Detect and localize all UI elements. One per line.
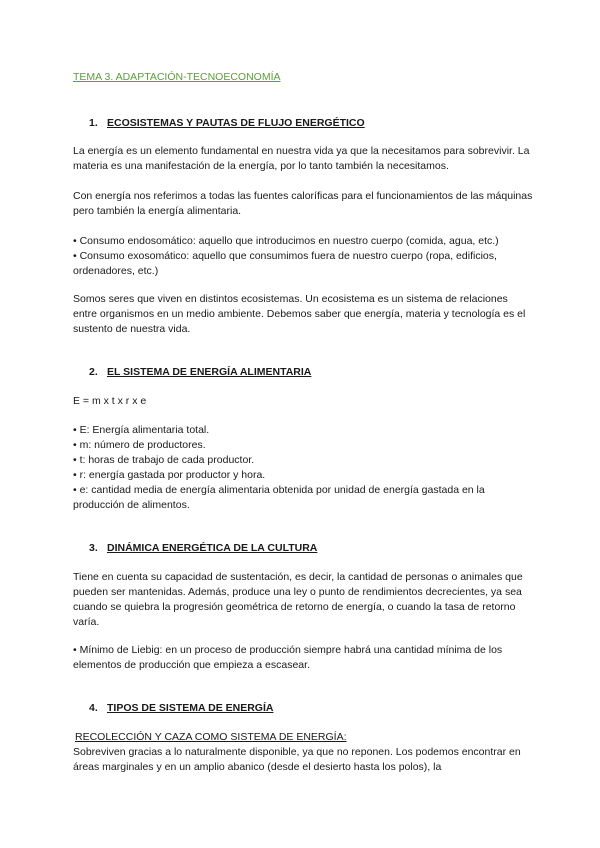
section-3-heading — [89, 542, 317, 554]
paragraph: Con energía nos referimos a todas las fuentes caloríficas para el funcionamientos de las máquinas pero también la energía alimentaria. — [73, 190, 533, 217]
section-1-heading — [89, 117, 365, 129]
paragraph: Somos seres que viven en distintos ecosistemas. Un ecosistema es un sistema de relaciones entre organismos en un medio ambiente. Debemos saber que energía, materia y tecnología es el sustento de nuestra vida. — [73, 293, 526, 335]
list-item: • m: número de productores. — [73, 438, 533, 453]
section-2-heading — [89, 366, 311, 378]
paragraph: Sobreviven gracias a lo naturalmente disponible, ya que no reponen. Los podemos encontrar en áreas marginales y en un amplio abanico (desde el desierto hasta los polos), la — [73, 746, 521, 773]
list-item: • t: horas de trabajo de cada productor. — [73, 453, 533, 468]
bullet-list — [73, 234, 533, 279]
section-number: 2. — [89, 366, 98, 378]
bullet-list — [73, 423, 533, 513]
page-title: TEMA 3. ADAPTACIÓN-TECNOECONOMÍA — [73, 71, 281, 83]
section-title: ECOSISTEMAS Y PAUTAS DE FLUJO ENERGÉTICO — [107, 117, 365, 129]
section-number: 1. — [89, 117, 98, 129]
section-4-heading — [89, 702, 273, 714]
subsection-title: RECOLECCIÓN Y CAZA COMO SISTEMA DE ENERGÍA: — [75, 731, 347, 743]
list-item: • Consumo exosomático: aquello que consumimos fuera de nuestro cuerpo (ropa, edificios, ordenadores, etc.) — [73, 249, 533, 279]
bullet-list — [73, 643, 533, 673]
section-title: TIPOS DE SISTEMA DE ENERGÍA — [107, 702, 274, 714]
section-title: EL SISTEMA DE ENERGÍA ALIMENTARIA — [107, 366, 312, 378]
list-item: • Mínimo de Liebig: en un proceso de producción siempre habrá una cantidad mínima de los elementos de producción que empieza a escasear. — [73, 643, 533, 673]
paragraph: La energía es un elemento fundamental en nuestra vida ya que la necesitamos para sobrevivir. La materia es una manifestación de la energía, por lo tanto también la necesitamos. — [73, 145, 530, 172]
list-item: • e: cantidad media de energía alimentaria obtenida por unidad de energía gastada en la producción de alimentos. — [73, 483, 533, 513]
section-number: 4. — [89, 702, 98, 714]
list-item: • r: energía gastada por productor y hora. — [73, 468, 533, 483]
list-item: • Consumo endosomático: aquello que introducimos en nuestro cuerpo (comida, agua, etc.) — [73, 234, 533, 249]
paragraph: Tiene en cuenta su capacidad de sustentación, es decir, la cantidad de personas o animales que pueden ser mantenidas. Además, produce una ley o punto de rendimientos decrecientes, ya sea cuando se quiebra la progresión geométrica de retorno de energía, o cuando la tasa de retorno varía. — [73, 571, 523, 628]
section-number: 3. — [89, 542, 98, 554]
formula: E = m x t x r x e — [73, 395, 147, 407]
section-title: DINÁMICA ENERGÉTICA DE LA CULTURA — [107, 542, 318, 554]
list-item: • E: Energía alimentaria total. — [73, 423, 533, 438]
